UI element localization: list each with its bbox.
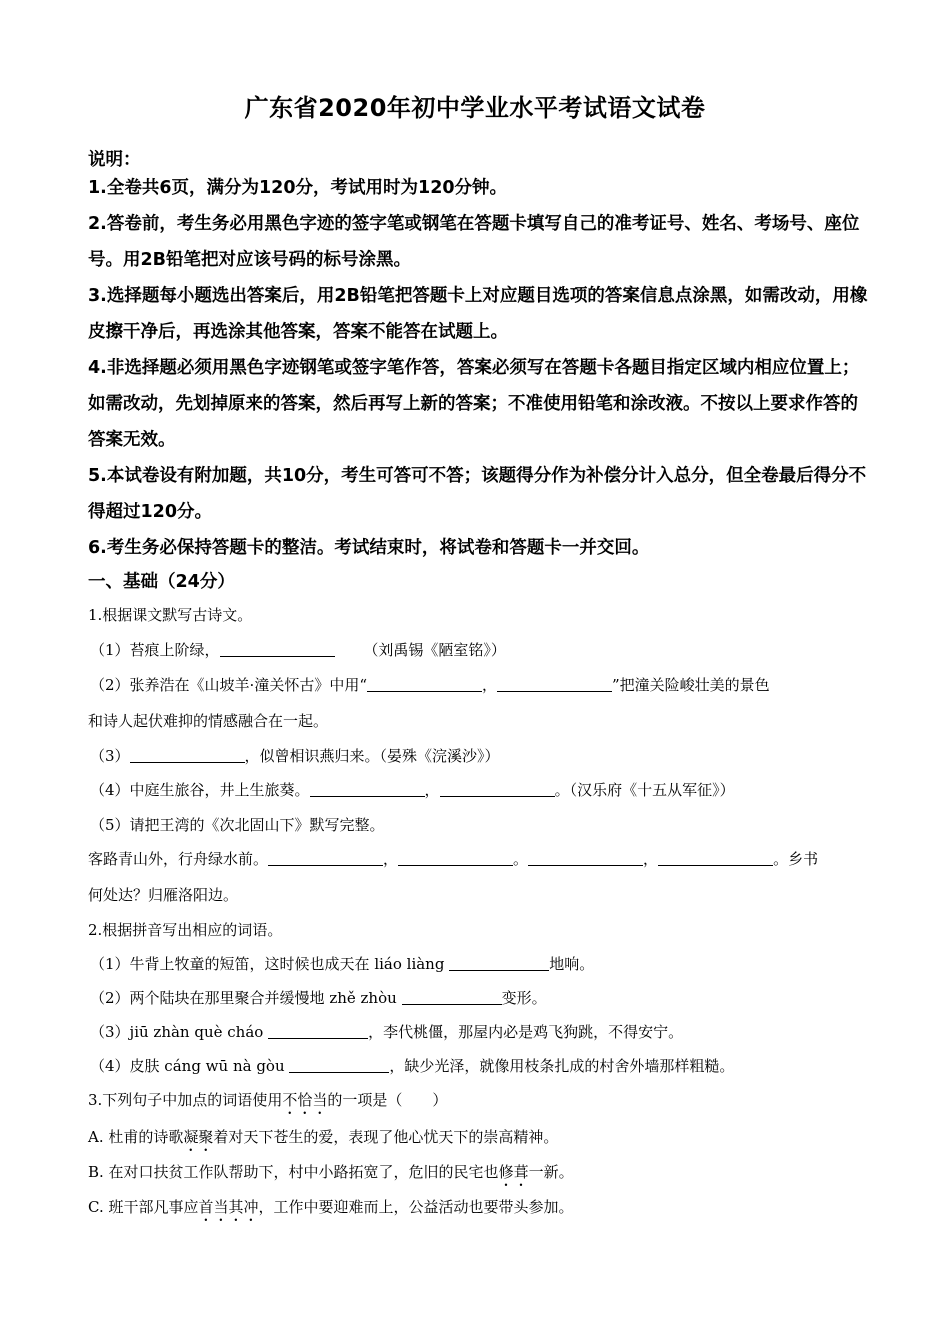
text: ，似曾相识燕归来。（晏殊《浣溪沙》） bbox=[244, 747, 500, 765]
text: A. 杜甫的诗歌 bbox=[88, 1128, 184, 1146]
text: 。（汉乐府《十五从军征》） bbox=[554, 781, 735, 799]
text: ， bbox=[424, 781, 440, 799]
answer-blank[interactable] bbox=[310, 780, 425, 797]
emphasis-text: 不恰当 bbox=[282, 1091, 328, 1109]
text: 。 bbox=[513, 850, 529, 868]
answer-blank[interactable] bbox=[268, 849, 383, 866]
question-3-stem bbox=[88, 1083, 868, 1118]
instruction-5: 5.本试卷设有附加题，共10分，考生可答可不答；该题得分作为补偿分计入总分，但全卷最后得分不得超过120分。 bbox=[88, 466, 867, 522]
text: ，缺少光泽，就像用枝条扎成的村舍外墙那样粗糙。 bbox=[389, 1057, 735, 1075]
answer-blank[interactable] bbox=[528, 849, 643, 866]
question-2-part-4 bbox=[90, 1049, 870, 1083]
question-1-part-2 bbox=[90, 668, 870, 702]
text: （刘禹锡《陋室铭》） bbox=[363, 641, 506, 659]
option-c[interactable] bbox=[88, 1190, 868, 1225]
text: （1）牛背上牧童的短笛，这时候也成天在 liáo liàng bbox=[90, 955, 445, 973]
text: （1）苔痕上阶绿， bbox=[90, 641, 220, 659]
text: （4）中庭生旅谷，井上生旅葵。 bbox=[90, 781, 310, 799]
instructions-heading: 说明： bbox=[88, 150, 141, 170]
text: （2）张养浩在《山坡羊·潼关怀古》中用“ bbox=[90, 676, 367, 694]
emphasis-text: 凝聚 bbox=[183, 1128, 214, 1146]
text: C. 班干部凡事应 bbox=[88, 1198, 199, 1216]
text: 客路青山外，行舟绿水前。 bbox=[88, 850, 269, 868]
question-1-part-5: （5）请把王湾的《次北固山下》默写完整。 bbox=[90, 816, 385, 834]
text: 地响。 bbox=[549, 955, 595, 973]
text: ，工作中要迎难而上，公益活动也要带头参加。 bbox=[258, 1198, 574, 1216]
text: （3） bbox=[90, 747, 130, 765]
answer-blank[interactable] bbox=[497, 675, 612, 692]
option-a[interactable] bbox=[88, 1120, 868, 1155]
answer-blank[interactable] bbox=[367, 675, 482, 692]
question-1-part-5-end: 何处达？归雁洛阳边。 bbox=[88, 886, 239, 904]
text: （3）jiū zhàn què cháo bbox=[90, 1023, 264, 1041]
emphasis-text: 首当其冲 bbox=[198, 1198, 259, 1216]
question-1-part-5-poem bbox=[88, 842, 868, 876]
answer-blank[interactable] bbox=[398, 849, 513, 866]
answer-blank[interactable] bbox=[658, 849, 773, 866]
question-2-stem: 2.根据拼音写出相应的词语。 bbox=[88, 921, 283, 939]
text: 。乡书 bbox=[773, 850, 819, 868]
question-2-part-3 bbox=[90, 1015, 870, 1049]
answer-blank[interactable] bbox=[130, 746, 245, 763]
text: 3.下列句子中加点的词语使用 bbox=[88, 1091, 283, 1109]
text: ，李代桃僵，那屋内必是鸡飞狗跳，不得安宁。 bbox=[368, 1023, 684, 1041]
question-1-stem: 1.根据课文默写古诗文。 bbox=[88, 606, 253, 624]
text: ”把潼关险峻壮美的景色 bbox=[612, 676, 770, 694]
emphasis-text: 修葺 bbox=[498, 1163, 529, 1181]
text: 变形。 bbox=[501, 989, 547, 1007]
text: ， bbox=[643, 850, 659, 868]
question-1-part-2-cont: 和诗人起伏难抑的情感融合在一起。 bbox=[88, 712, 329, 730]
text: 着对天下苍生的爱，表现了他心忧天下的崇高精神。 bbox=[213, 1128, 559, 1146]
answer-blank[interactable] bbox=[449, 954, 549, 971]
question-1-part-1 bbox=[90, 633, 870, 667]
answer-blank[interactable] bbox=[440, 780, 555, 797]
text: ， bbox=[481, 676, 497, 694]
text: B. 在对口扶贫工作队帮助下，村中小路拓宽了，危旧的民宅也 bbox=[88, 1163, 499, 1181]
question-1-part-3 bbox=[90, 739, 870, 773]
text: 的一项是（ ） bbox=[327, 1091, 448, 1109]
instruction-4: 4.非选择题必须用黑色字迹钢笔或签字笔作答，答案必须写在答题卡各题目指定区域内相应位置上；如需改动，先划掉原来的答案，然后再写上新的答案；不准使用铅笔和涂改液。不按以上要求作答的答案无效。 bbox=[88, 358, 860, 450]
answer-blank[interactable] bbox=[402, 988, 502, 1005]
text: 一新。 bbox=[528, 1163, 574, 1181]
text: （4）皮肤 cáng wū nà gòu bbox=[90, 1057, 285, 1075]
text: ， bbox=[383, 850, 399, 868]
instruction-2: 2.答卷前，考生务必用黑色字迹的签字笔或钢笔在答题卡填写自己的准考证号、姓名、考场号、座位号。用2B铅笔把对应该号码的标号涂黑。 bbox=[88, 214, 860, 270]
question-1-part-4 bbox=[90, 773, 870, 807]
question-2-part-2 bbox=[90, 981, 870, 1015]
instruction-1: 1.全卷共6页，满分为120分，考试用时为120分钟。 bbox=[88, 178, 508, 198]
option-b[interactable] bbox=[88, 1155, 868, 1190]
answer-blank[interactable] bbox=[220, 640, 335, 657]
text: （2）两个陆块在那里聚合并缓慢地 zhě zhòu bbox=[90, 989, 397, 1007]
section-heading: 一、基础（24分） bbox=[88, 572, 235, 592]
instruction-6: 6.考生务必保持答题卡的整洁。考试结束时，将试卷和答题卡一并交回。 bbox=[88, 538, 650, 558]
instruction-3: 3.选择题每小题选出答案后，用2B铅笔把答题卡上对应题目选项的答案信息点涂黑，如需改动，用橡皮擦干净后，再选涂其他答案，答案不能答在试题上。 bbox=[88, 286, 868, 342]
question-2-part-1 bbox=[90, 947, 870, 981]
answer-blank[interactable] bbox=[268, 1022, 368, 1039]
answer-blank[interactable] bbox=[289, 1056, 389, 1073]
page-title: 广东省2020年初中学业水平考试语文试卷 bbox=[244, 94, 706, 122]
